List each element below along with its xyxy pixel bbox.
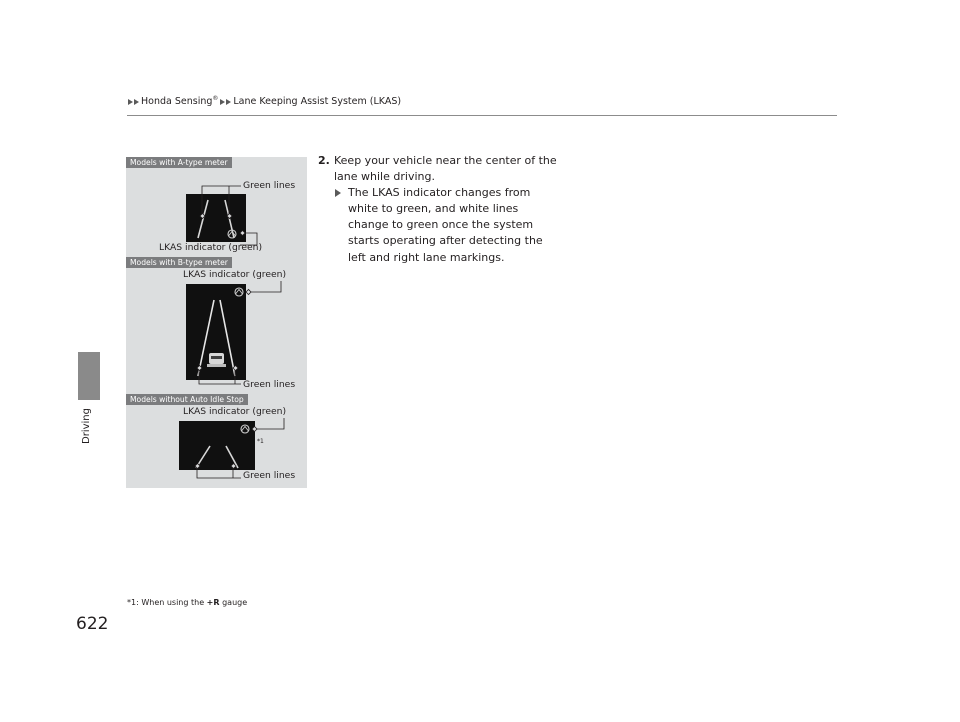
leader-lines-b xyxy=(199,281,281,384)
footnote: *1: When using the +R gauge xyxy=(127,598,248,607)
label-indicator-b: LKAS indicator (green) xyxy=(183,269,287,280)
breadcrumb-item-honda-sensing[interactable]: Honda Sensing® xyxy=(141,94,219,107)
breadcrumb-item-lkas[interactable]: Lane Keeping Assist System (LKAS) xyxy=(233,96,402,107)
lkas-indicator-icon-a xyxy=(228,230,236,238)
label-green-lines-a: Green lines xyxy=(243,180,296,191)
label-indicator-c: LKAS indicator (green) xyxy=(183,406,287,417)
lane-lines-c xyxy=(196,446,238,468)
tag-b-type-meter: Models with B-type meter xyxy=(126,257,232,268)
note-ref-c: *1 xyxy=(257,438,264,445)
lkas-indicator-icon-b xyxy=(235,288,243,296)
chapter-label: Driving xyxy=(81,408,92,444)
tag-without-auto-idle-stop: Models without Auto Idle Stop xyxy=(126,394,248,405)
step-text: Keep your vehicle near the center of the lane while driving. xyxy=(334,154,557,184)
car-icon-b xyxy=(207,353,226,367)
label-green-lines-b: Green lines xyxy=(243,379,296,390)
label-green-lines-c: Green lines xyxy=(243,470,296,481)
substep-text: The LKAS indicator changes from white to green, and white lines change to green once the system starts operating after detecting the left and right lane markings. xyxy=(348,186,543,264)
label-indicator-a: LKAS indicator (green) xyxy=(159,242,263,253)
step-2 xyxy=(318,153,558,266)
page-number: 622 xyxy=(76,614,109,634)
tag-a-type-meter: Models with A-type meter xyxy=(126,157,232,168)
step-number: 2. xyxy=(318,154,330,167)
substep-arrow-icon xyxy=(335,189,341,197)
lkas-indicator-icon-c xyxy=(241,425,249,433)
step-substep xyxy=(318,185,558,265)
leader-lines-c xyxy=(197,418,284,478)
